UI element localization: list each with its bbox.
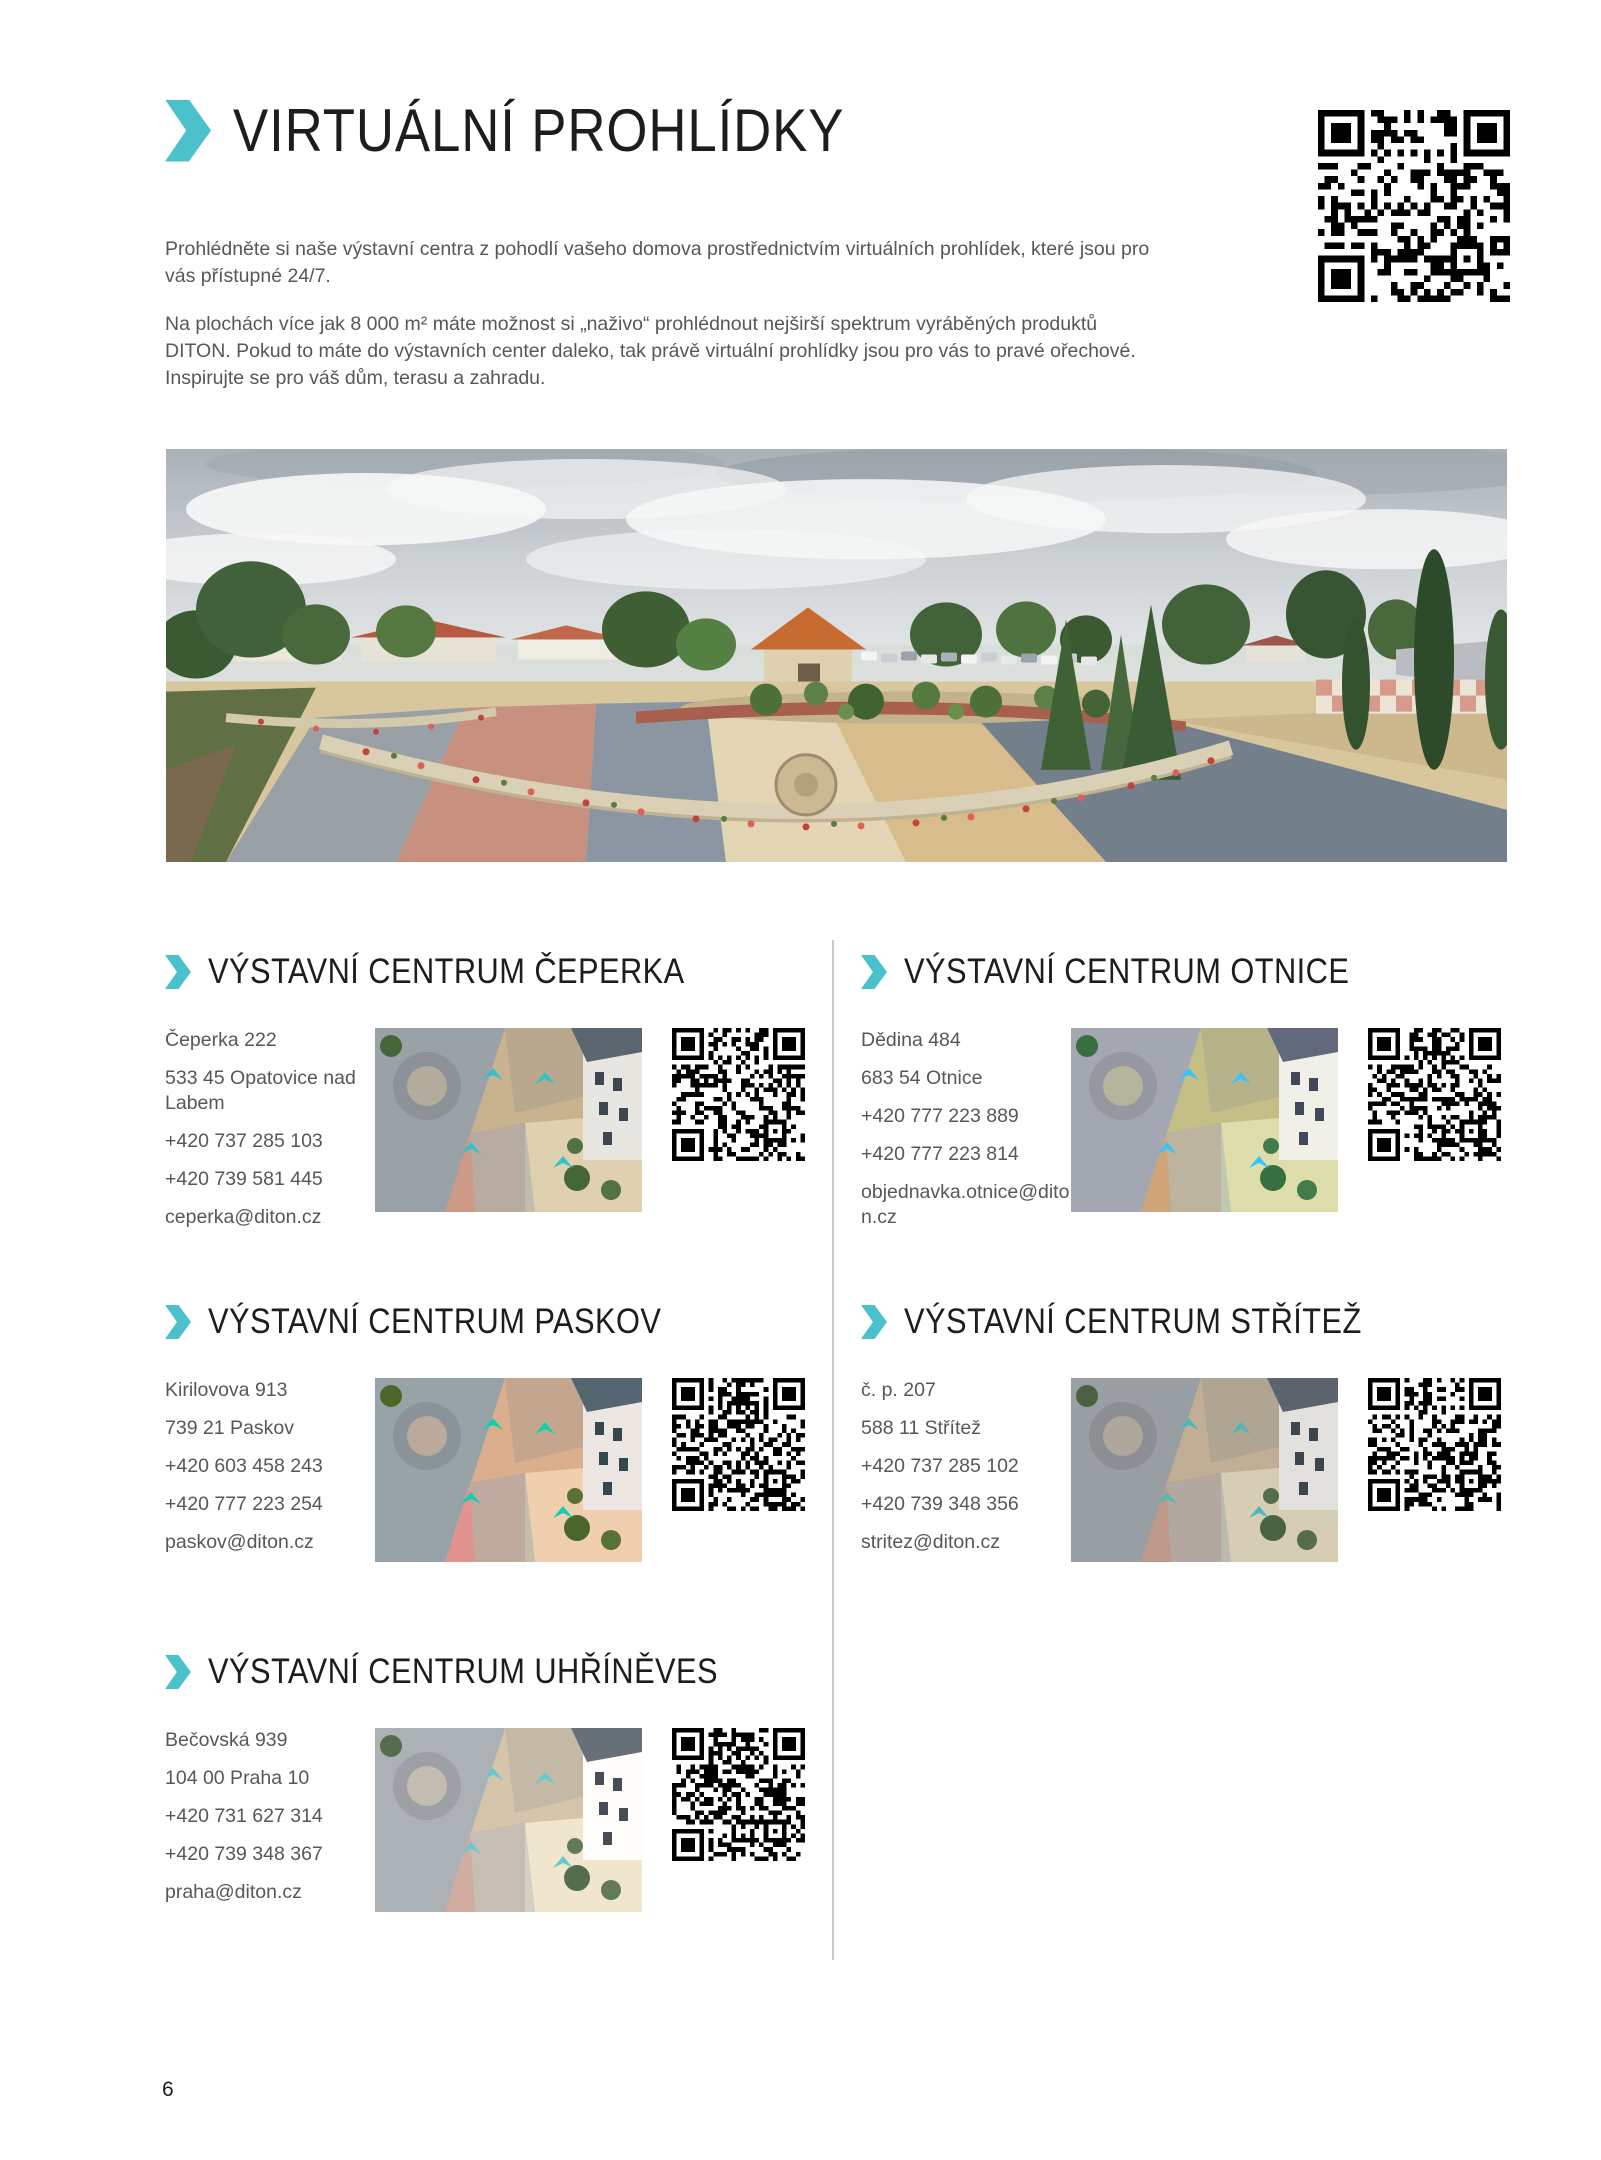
email-address: paskov@diton.cz (165, 1531, 314, 1553)
exhibition-centre-panorama-photo (166, 449, 1507, 862)
address-line: 533 45 Opatovice nad Labem (165, 1067, 356, 1114)
address-line: 588 11 Střítež (861, 1417, 981, 1439)
qr-code-centre (1368, 1028, 1501, 1161)
centre-contact-block (861, 1028, 1071, 1243)
page-header (165, 96, 928, 165)
centre-aerial-photo (1071, 1378, 1338, 1562)
centre-section-header (165, 1302, 810, 1342)
address-line: 739 21 Paskov (165, 1417, 295, 1439)
panorama-graphic (166, 449, 1507, 862)
phone-number: +420 603 458 243 (165, 1455, 323, 1477)
centre-section-header (165, 952, 810, 992)
intro-paragraph-2: Na plochách více jak 8 000 m² máte možnost si „naživo“ prohlédnout nejširší spektrum vyráběných produktů DITON. Pokud to máte do výstavních center daleko, tak právě virtuální prohlídky jsou pro vás to pravé ořechové. Inspirujte se pro váš dům, terasu a zahradu. (165, 313, 1136, 389)
centre-contact-block (165, 1378, 375, 1568)
address-line: 104 00 Praha 10 (165, 1767, 310, 1789)
phone-number: +420 731 627 314 (165, 1805, 323, 1827)
address-line: Bečovská 939 (165, 1729, 288, 1751)
centre-aerial-photo (375, 1728, 642, 1912)
phone-number: +420 737 285 103 (165, 1130, 323, 1152)
centre-contact-block (165, 1728, 375, 1918)
page-number: 6 (162, 2078, 174, 2101)
chevron-right-icon (165, 100, 211, 162)
centre-section-ceperka (165, 952, 810, 1243)
intro-paragraph-1: Prohlédněte si naše výstavní centra z pohodlí vašeho domova prostřednictvím virtuálních prohlídek, které jsou pro vás přístupné 24/7. (165, 238, 1150, 287)
column-divider (832, 940, 834, 1960)
address-line: Dědina 484 (861, 1029, 961, 1051)
email-address: objednavka.otnice@diton.cz (861, 1181, 1070, 1228)
centre-contact-block (861, 1378, 1071, 1568)
phone-number: +420 777 223 889 (861, 1105, 1019, 1127)
qr-code-centre (1368, 1378, 1501, 1511)
address-line: Kirilovova 913 (165, 1379, 288, 1401)
qr-code-centre (672, 1028, 805, 1161)
address-line: č. p. 207 (861, 1379, 936, 1401)
centre-aerial-photo (1071, 1028, 1338, 1212)
phone-number: +420 737 285 102 (861, 1455, 1019, 1477)
centre-contact-block (165, 1028, 375, 1243)
qr-code-main (1318, 110, 1510, 302)
email-address: praha@diton.cz (165, 1881, 302, 1903)
qr-code-graphic (672, 1028, 805, 1161)
qr-code-centre (672, 1378, 805, 1511)
qr-code-graphic (1318, 110, 1510, 302)
centre-aerial-photo (375, 1378, 642, 1562)
phone-number: +420 739 348 367 (165, 1843, 323, 1865)
centre-section-otnice (861, 952, 1506, 1243)
centre-title: VÝSTAVNÍ CENTRUM ČEPERKA (208, 952, 685, 991)
centre-section-body (861, 1028, 1506, 1243)
address-line: Čeperka 222 (165, 1029, 277, 1051)
chevron-right-icon (165, 1305, 191, 1339)
email-address: ceperka@diton.cz (165, 1206, 322, 1228)
phone-number: +420 777 223 814 (861, 1143, 1019, 1165)
chevron-right-icon (165, 955, 191, 989)
phone-number: +420 739 348 356 (861, 1493, 1019, 1515)
centre-section-paskov (165, 1302, 810, 1593)
qr-code-graphic (1368, 1028, 1501, 1161)
centre-section-uhrineves (165, 1652, 810, 1943)
page-title: VIRTUÁLNÍ PROHLÍDKY (233, 97, 845, 164)
chevron-right-icon (861, 1305, 887, 1339)
intro-text (165, 236, 1165, 392)
centre-title: VÝSTAVNÍ CENTRUM STŘÍTEŽ (904, 1302, 1362, 1341)
centre-section-stritez (861, 1302, 1506, 1593)
chevron-right-icon (861, 955, 887, 989)
chevron-right-icon (165, 1655, 191, 1689)
phone-number: +420 739 581 445 (165, 1168, 323, 1190)
sections-column-right (861, 952, 1506, 1652)
centre-section-header (861, 1302, 1506, 1342)
centre-section-body (861, 1378, 1506, 1568)
centre-section-header (861, 952, 1506, 992)
qr-code-centre (672, 1728, 805, 1861)
qr-code-graphic (1368, 1378, 1501, 1511)
phone-number: +420 777 223 254 (165, 1493, 323, 1515)
email-address: stritez@diton.cz (861, 1531, 1001, 1553)
centre-section-body (165, 1028, 810, 1243)
qr-code-graphic (672, 1728, 805, 1861)
centre-section-header (165, 1652, 810, 1692)
centre-aerial-photo (375, 1028, 642, 1212)
centre-section-body (165, 1378, 810, 1568)
centre-title: VÝSTAVNÍ CENTRUM UHŘÍNĚVES (208, 1652, 719, 1691)
centre-section-body (165, 1728, 810, 1918)
centre-title: VÝSTAVNÍ CENTRUM OTNICE (904, 952, 1350, 991)
centres-list (165, 952, 1506, 2012)
address-line: 683 54 Otnice (861, 1067, 983, 1089)
sections-column-left (165, 952, 810, 2002)
qr-code-graphic (672, 1378, 805, 1511)
centre-title: VÝSTAVNÍ CENTRUM PASKOV (208, 1302, 662, 1341)
